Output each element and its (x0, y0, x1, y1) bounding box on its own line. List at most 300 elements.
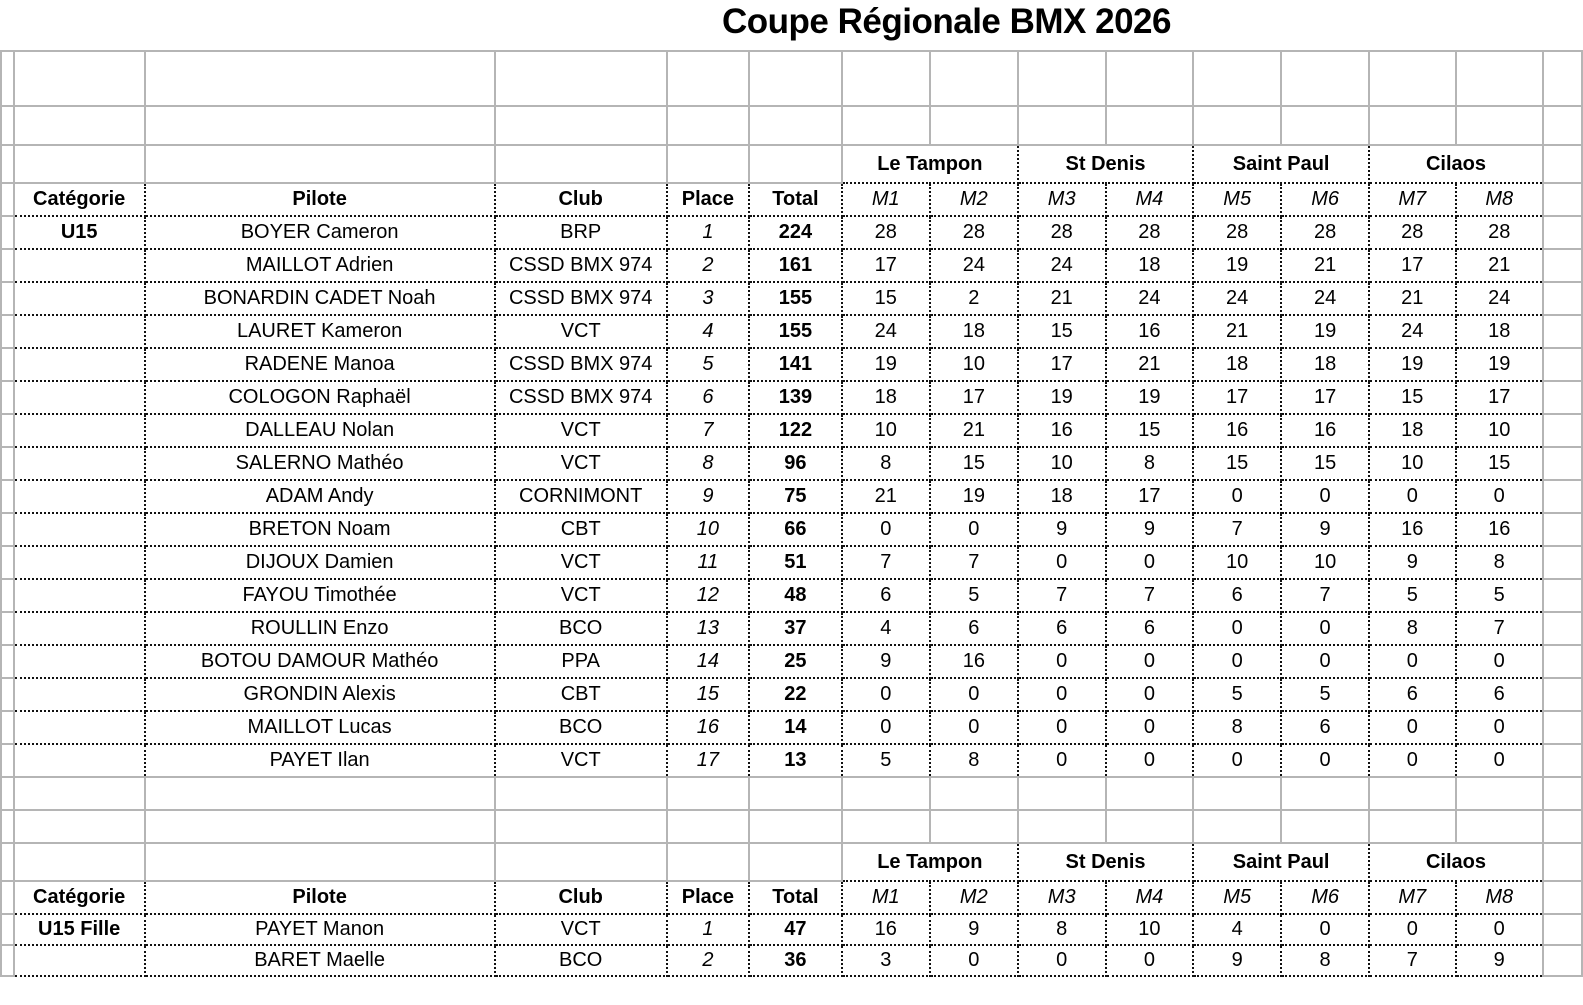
round-score-m6[interactable]: 24 (1281, 282, 1369, 315)
place[interactable]: 2 (667, 249, 749, 282)
round-score-m7[interactable]: 21 (1369, 282, 1455, 315)
round-score-m7[interactable]: 16 (1369, 513, 1455, 546)
header-club[interactable]: Club (495, 881, 667, 914)
total-points[interactable]: 122 (749, 414, 842, 447)
total-points[interactable]: 141 (749, 348, 842, 381)
empty-cell[interactable] (495, 51, 667, 106)
round-score-m3[interactable]: 15 (1018, 315, 1106, 348)
round-score-m8[interactable]: 19 (1456, 348, 1543, 381)
empty-cell[interactable] (1, 145, 14, 183)
round-score-m2[interactable]: 16 (930, 645, 1018, 678)
round-score-m4[interactable]: 0 (1106, 678, 1194, 711)
round-score-m2[interactable]: 9 (930, 914, 1018, 945)
rider-name[interactable]: BRETON Noam (145, 513, 495, 546)
round-score-m2[interactable]: 19 (930, 480, 1018, 513)
header-club[interactable]: Club (495, 183, 667, 216)
round-score-m3[interactable]: 0 (1018, 744, 1106, 777)
header-round-m7[interactable]: M7 (1369, 183, 1455, 216)
round-score-m6[interactable]: 0 (1281, 744, 1369, 777)
round-score-m8[interactable]: 9 (1456, 945, 1543, 976)
empty-cell[interactable] (145, 777, 495, 810)
round-score-m4[interactable]: 17 (1106, 480, 1194, 513)
place[interactable]: 11 (667, 546, 749, 579)
empty-cell[interactable] (1543, 480, 1582, 513)
rider-name[interactable]: BONARDIN CADET Noah (145, 282, 495, 315)
empty-cell[interactable] (1, 381, 14, 414)
rider-name[interactable]: RADENE Manoa (145, 348, 495, 381)
category-cell[interactable]: U15 Fille (14, 914, 145, 945)
total-points[interactable]: 14 (749, 711, 842, 744)
round-score-m3[interactable]: 0 (1018, 678, 1106, 711)
total-points[interactable]: 96 (749, 447, 842, 480)
empty-cell[interactable] (1193, 777, 1281, 810)
round-score-m4[interactable]: 16 (1106, 315, 1194, 348)
empty-cell[interactable] (1543, 51, 1582, 106)
empty-cell[interactable] (842, 810, 930, 843)
round-score-m4[interactable]: 10 (1106, 914, 1194, 945)
empty-cell[interactable] (1, 51, 14, 106)
club-name[interactable]: VCT (495, 447, 667, 480)
empty-cell[interactable] (842, 106, 930, 145)
round-score-m8[interactable]: 16 (1456, 513, 1543, 546)
place[interactable]: 7 (667, 414, 749, 447)
round-score-m3[interactable]: 0 (1018, 645, 1106, 678)
empty-cell[interactable] (1, 216, 14, 249)
empty-cell[interactable] (1018, 810, 1106, 843)
round-score-m1[interactable]: 3 (842, 945, 930, 976)
round-score-m6[interactable]: 7 (1281, 579, 1369, 612)
total-points[interactable]: 155 (749, 315, 842, 348)
header-rider[interactable]: Pilote (145, 881, 495, 914)
total-points[interactable]: 75 (749, 480, 842, 513)
empty-cell[interactable] (1543, 513, 1582, 546)
empty-cell[interactable] (1281, 810, 1369, 843)
club-name[interactable]: CSSD BMX 974 (495, 381, 667, 414)
club-name[interactable]: VCT (495, 546, 667, 579)
empty-cell[interactable] (1543, 843, 1582, 881)
round-score-m7[interactable]: 10 (1369, 447, 1455, 480)
empty-cell[interactable] (14, 145, 145, 183)
round-score-m6[interactable]: 0 (1281, 645, 1369, 678)
category-cell[interactable] (14, 711, 145, 744)
total-points[interactable]: 51 (749, 546, 842, 579)
empty-cell[interactable] (1543, 348, 1582, 381)
header-round-m1[interactable]: M1 (842, 881, 930, 914)
round-score-m8[interactable]: 0 (1456, 914, 1543, 945)
empty-cell[interactable] (1, 843, 14, 881)
round-score-m8[interactable]: 0 (1456, 744, 1543, 777)
empty-cell[interactable] (1, 777, 14, 810)
total-points[interactable]: 139 (749, 381, 842, 414)
category-cell[interactable] (14, 315, 145, 348)
round-score-m2[interactable]: 5 (930, 579, 1018, 612)
empty-cell[interactable] (1543, 810, 1582, 843)
round-score-m3[interactable]: 10 (1018, 447, 1106, 480)
empty-cell[interactable] (1543, 106, 1582, 145)
header-round-m8[interactable]: M8 (1456, 183, 1543, 216)
empty-cell[interactable] (1543, 711, 1582, 744)
header-round-m1[interactable]: M1 (842, 183, 930, 216)
round-score-m5[interactable]: 7 (1193, 513, 1281, 546)
club-name[interactable]: VCT (495, 414, 667, 447)
round-score-m5[interactable]: 4 (1193, 914, 1281, 945)
header-place[interactable]: Place (667, 183, 749, 216)
round-score-m6[interactable]: 10 (1281, 546, 1369, 579)
header-total[interactable]: Total (749, 881, 842, 914)
round-score-m7[interactable]: 7 (1369, 945, 1455, 976)
empty-cell[interactable] (1, 183, 14, 216)
club-name[interactable]: CSSD BMX 974 (495, 249, 667, 282)
round-score-m4[interactable]: 0 (1106, 945, 1194, 976)
empty-cell[interactable] (1106, 777, 1194, 810)
rider-name[interactable]: LAURET Kameron (145, 315, 495, 348)
round-score-m8[interactable]: 0 (1456, 645, 1543, 678)
round-score-m1[interactable]: 9 (842, 645, 930, 678)
round-score-m8[interactable]: 28 (1456, 216, 1543, 249)
rider-name[interactable]: DIJOUX Damien (145, 546, 495, 579)
empty-cell[interactable] (1543, 579, 1582, 612)
round-score-m1[interactable]: 0 (842, 678, 930, 711)
round-score-m7[interactable]: 0 (1369, 914, 1455, 945)
round-score-m1[interactable]: 24 (842, 315, 930, 348)
round-score-m3[interactable]: 17 (1018, 348, 1106, 381)
round-score-m5[interactable]: 24 (1193, 282, 1281, 315)
round-score-m1[interactable]: 19 (842, 348, 930, 381)
header-category[interactable]: Catégorie (14, 881, 145, 914)
round-score-m5[interactable]: 17 (1193, 381, 1281, 414)
empty-cell[interactable] (930, 810, 1018, 843)
round-score-m2[interactable]: 8 (930, 744, 1018, 777)
round-score-m1[interactable]: 8 (842, 447, 930, 480)
club-name[interactable]: BCO (495, 612, 667, 645)
place[interactable]: 16 (667, 711, 749, 744)
place[interactable]: 1 (667, 216, 749, 249)
club-name[interactable]: CSSD BMX 974 (495, 282, 667, 315)
category-cell[interactable] (14, 612, 145, 645)
empty-cell[interactable] (1, 645, 14, 678)
empty-cell[interactable] (1018, 106, 1106, 145)
venue-header-st-denis[interactable]: St Denis (1018, 145, 1193, 183)
empty-cell[interactable] (749, 145, 842, 183)
club-name[interactable]: CSSD BMX 974 (495, 348, 667, 381)
total-points[interactable]: 224 (749, 216, 842, 249)
club-name[interactable]: VCT (495, 579, 667, 612)
round-score-m2[interactable]: 0 (930, 678, 1018, 711)
category-cell[interactable] (14, 249, 145, 282)
round-score-m7[interactable]: 24 (1369, 315, 1455, 348)
round-score-m6[interactable]: 16 (1281, 414, 1369, 447)
empty-cell[interactable] (1, 315, 14, 348)
round-score-m5[interactable]: 19 (1193, 249, 1281, 282)
empty-cell[interactable] (1106, 51, 1194, 106)
round-score-m8[interactable]: 24 (1456, 282, 1543, 315)
empty-cell[interactable] (1369, 106, 1455, 145)
place[interactable]: 9 (667, 480, 749, 513)
header-total[interactable]: Total (749, 183, 842, 216)
round-score-m7[interactable]: 8 (1369, 612, 1455, 645)
empty-cell[interactable] (930, 106, 1018, 145)
round-score-m3[interactable]: 24 (1018, 249, 1106, 282)
round-score-m4[interactable]: 28 (1106, 216, 1194, 249)
category-cell[interactable] (14, 480, 145, 513)
empty-cell[interactable] (1543, 744, 1582, 777)
empty-cell[interactable] (14, 51, 145, 106)
round-score-m3[interactable]: 0 (1018, 546, 1106, 579)
round-score-m8[interactable]: 6 (1456, 678, 1543, 711)
place[interactable]: 4 (667, 315, 749, 348)
header-round-m4[interactable]: M4 (1106, 183, 1194, 216)
round-score-m2[interactable]: 17 (930, 381, 1018, 414)
round-score-m7[interactable]: 17 (1369, 249, 1455, 282)
empty-cell[interactable] (1, 249, 14, 282)
empty-cell[interactable] (1543, 315, 1582, 348)
round-score-m6[interactable]: 17 (1281, 381, 1369, 414)
empty-cell[interactable] (930, 777, 1018, 810)
round-score-m8[interactable]: 0 (1456, 480, 1543, 513)
round-score-m8[interactable]: 5 (1456, 579, 1543, 612)
round-score-m5[interactable]: 10 (1193, 546, 1281, 579)
round-score-m2[interactable]: 24 (930, 249, 1018, 282)
category-cell[interactable] (14, 645, 145, 678)
empty-cell[interactable] (749, 51, 842, 106)
empty-cell[interactable] (1543, 282, 1582, 315)
empty-cell[interactable] (1543, 216, 1582, 249)
round-score-m4[interactable]: 9 (1106, 513, 1194, 546)
club-name[interactable]: PPA (495, 645, 667, 678)
header-round-m4[interactable]: M4 (1106, 881, 1194, 914)
club-name[interactable]: BCO (495, 711, 667, 744)
header-round-m2[interactable]: M2 (930, 881, 1018, 914)
round-score-m8[interactable]: 8 (1456, 546, 1543, 579)
empty-cell[interactable] (842, 51, 930, 106)
empty-cell[interactable] (495, 106, 667, 145)
header-rider[interactable]: Pilote (145, 183, 495, 216)
category-cell[interactable] (14, 414, 145, 447)
round-score-m6[interactable]: 5 (1281, 678, 1369, 711)
category-cell[interactable] (14, 744, 145, 777)
round-score-m2[interactable]: 6 (930, 612, 1018, 645)
club-name[interactable]: VCT (495, 744, 667, 777)
round-score-m6[interactable]: 19 (1281, 315, 1369, 348)
round-score-m1[interactable]: 0 (842, 513, 930, 546)
round-score-m7[interactable]: 19 (1369, 348, 1455, 381)
category-cell[interactable] (14, 348, 145, 381)
round-score-m8[interactable]: 21 (1456, 249, 1543, 282)
empty-cell[interactable] (14, 843, 145, 881)
empty-cell[interactable] (1543, 777, 1582, 810)
place[interactable]: 3 (667, 282, 749, 315)
rider-name[interactable]: ADAM Andy (145, 480, 495, 513)
place[interactable]: 10 (667, 513, 749, 546)
round-score-m1[interactable]: 0 (842, 711, 930, 744)
empty-cell[interactable] (1456, 106, 1543, 145)
round-score-m5[interactable]: 0 (1193, 645, 1281, 678)
club-name[interactable]: BCO (495, 945, 667, 976)
round-score-m1[interactable]: 17 (842, 249, 930, 282)
empty-cell[interactable] (667, 843, 749, 881)
rider-name[interactable]: MAILLOT Lucas (145, 711, 495, 744)
round-score-m3[interactable]: 21 (1018, 282, 1106, 315)
round-score-m7[interactable]: 28 (1369, 216, 1455, 249)
empty-cell[interactable] (1, 513, 14, 546)
round-score-m7[interactable]: 6 (1369, 678, 1455, 711)
round-score-m7[interactable]: 0 (1369, 480, 1455, 513)
empty-cell[interactable] (1543, 678, 1582, 711)
rider-name[interactable]: MAILLOT Adrien (145, 249, 495, 282)
round-score-m2[interactable]: 7 (930, 546, 1018, 579)
round-score-m8[interactable]: 10 (1456, 414, 1543, 447)
club-name[interactable]: VCT (495, 315, 667, 348)
category-cell[interactable] (14, 447, 145, 480)
total-points[interactable]: 66 (749, 513, 842, 546)
empty-cell[interactable] (495, 810, 667, 843)
round-score-m3[interactable]: 28 (1018, 216, 1106, 249)
club-name[interactable]: VCT (495, 914, 667, 945)
round-score-m3[interactable]: 19 (1018, 381, 1106, 414)
round-score-m1[interactable]: 18 (842, 381, 930, 414)
category-cell[interactable] (14, 945, 145, 976)
rider-name[interactable]: GRONDIN Alexis (145, 678, 495, 711)
round-score-m4[interactable]: 18 (1106, 249, 1194, 282)
empty-cell[interactable] (1543, 612, 1582, 645)
empty-cell[interactable] (1106, 810, 1194, 843)
header-round-m8[interactable]: M8 (1456, 881, 1543, 914)
place[interactable]: 6 (667, 381, 749, 414)
empty-cell[interactable] (495, 843, 667, 881)
total-points[interactable]: 37 (749, 612, 842, 645)
round-score-m3[interactable]: 8 (1018, 914, 1106, 945)
total-points[interactable]: 155 (749, 282, 842, 315)
total-points[interactable]: 22 (749, 678, 842, 711)
round-score-m5[interactable]: 0 (1193, 744, 1281, 777)
round-score-m6[interactable]: 8 (1281, 945, 1369, 976)
venue-header-saint-paul[interactable]: Saint Paul (1193, 145, 1369, 183)
round-score-m3[interactable]: 0 (1018, 711, 1106, 744)
total-points[interactable]: 13 (749, 744, 842, 777)
empty-cell[interactable] (1018, 777, 1106, 810)
header-place[interactable]: Place (667, 881, 749, 914)
round-score-m1[interactable]: 5 (842, 744, 930, 777)
round-score-m8[interactable]: 15 (1456, 447, 1543, 480)
category-cell[interactable] (14, 282, 145, 315)
club-name[interactable]: BRP (495, 216, 667, 249)
header-round-m7[interactable]: M7 (1369, 881, 1455, 914)
round-score-m2[interactable]: 10 (930, 348, 1018, 381)
header-round-m5[interactable]: M5 (1193, 881, 1281, 914)
empty-cell[interactable] (749, 843, 842, 881)
empty-cell[interactable] (1, 348, 14, 381)
rider-name[interactable]: BOYER Cameron (145, 216, 495, 249)
category-cell[interactable] (14, 546, 145, 579)
empty-cell[interactable] (1543, 945, 1582, 976)
empty-cell[interactable] (667, 145, 749, 183)
empty-cell[interactable] (749, 777, 842, 810)
empty-cell[interactable] (1, 881, 14, 914)
empty-cell[interactable] (145, 106, 495, 145)
empty-cell[interactable] (145, 810, 495, 843)
empty-cell[interactable] (1, 612, 14, 645)
round-score-m3[interactable]: 18 (1018, 480, 1106, 513)
round-score-m6[interactable]: 0 (1281, 914, 1369, 945)
header-round-m3[interactable]: M3 (1018, 183, 1106, 216)
round-score-m4[interactable]: 0 (1106, 711, 1194, 744)
round-score-m4[interactable]: 21 (1106, 348, 1194, 381)
empty-cell[interactable] (14, 106, 145, 145)
round-score-m5[interactable]: 6 (1193, 579, 1281, 612)
empty-cell[interactable] (1, 579, 14, 612)
empty-cell[interactable] (14, 777, 145, 810)
round-score-m3[interactable]: 16 (1018, 414, 1106, 447)
round-score-m7[interactable]: 0 (1369, 645, 1455, 678)
category-cell[interactable]: U15 (14, 216, 145, 249)
venue-header-le-tampon[interactable]: Le Tampon (842, 843, 1018, 881)
round-score-m3[interactable]: 6 (1018, 612, 1106, 645)
place[interactable]: 15 (667, 678, 749, 711)
round-score-m5[interactable]: 0 (1193, 612, 1281, 645)
place[interactable]: 1 (667, 914, 749, 945)
round-score-m5[interactable]: 21 (1193, 315, 1281, 348)
empty-cell[interactable] (1543, 381, 1582, 414)
total-points[interactable]: 161 (749, 249, 842, 282)
round-score-m6[interactable]: 21 (1281, 249, 1369, 282)
place[interactable]: 17 (667, 744, 749, 777)
empty-cell[interactable] (1, 678, 14, 711)
empty-cell[interactable] (1, 945, 14, 976)
round-score-m2[interactable]: 15 (930, 447, 1018, 480)
empty-cell[interactable] (1369, 51, 1455, 106)
round-score-m7[interactable]: 5 (1369, 579, 1455, 612)
rider-name[interactable]: ROULLIN Enzo (145, 612, 495, 645)
empty-cell[interactable] (1543, 546, 1582, 579)
round-score-m6[interactable]: 0 (1281, 612, 1369, 645)
round-score-m5[interactable]: 15 (1193, 447, 1281, 480)
round-score-m5[interactable]: 16 (1193, 414, 1281, 447)
round-score-m6[interactable]: 9 (1281, 513, 1369, 546)
round-score-m6[interactable]: 6 (1281, 711, 1369, 744)
empty-cell[interactable] (145, 145, 495, 183)
category-cell[interactable] (14, 579, 145, 612)
empty-cell[interactable] (1543, 881, 1582, 914)
round-score-m4[interactable]: 8 (1106, 447, 1194, 480)
place[interactable]: 12 (667, 579, 749, 612)
venue-header-cilaos[interactable]: Cilaos (1369, 843, 1543, 881)
round-score-m4[interactable]: 0 (1106, 744, 1194, 777)
round-score-m8[interactable]: 7 (1456, 612, 1543, 645)
round-score-m5[interactable]: 9 (1193, 945, 1281, 976)
round-score-m8[interactable]: 18 (1456, 315, 1543, 348)
place[interactable]: 8 (667, 447, 749, 480)
round-score-m4[interactable]: 0 (1106, 645, 1194, 678)
place[interactable]: 14 (667, 645, 749, 678)
rider-name[interactable]: BOTOU DAMOUR Mathéo (145, 645, 495, 678)
empty-cell[interactable] (1456, 777, 1543, 810)
empty-cell[interactable] (1281, 51, 1369, 106)
club-name[interactable]: CORNIMONT (495, 480, 667, 513)
empty-cell[interactable] (1106, 106, 1194, 145)
round-score-m1[interactable]: 28 (842, 216, 930, 249)
round-score-m1[interactable]: 10 (842, 414, 930, 447)
category-cell[interactable] (14, 513, 145, 546)
round-score-m2[interactable]: 0 (930, 945, 1018, 976)
empty-cell[interactable] (1, 914, 14, 945)
empty-cell[interactable] (1281, 106, 1369, 145)
round-score-m4[interactable]: 0 (1106, 546, 1194, 579)
empty-cell[interactable] (1193, 810, 1281, 843)
round-score-m1[interactable]: 4 (842, 612, 930, 645)
empty-cell[interactable] (1456, 51, 1543, 106)
round-score-m2[interactable]: 0 (930, 513, 1018, 546)
venue-header-saint-paul[interactable]: Saint Paul (1193, 843, 1369, 881)
